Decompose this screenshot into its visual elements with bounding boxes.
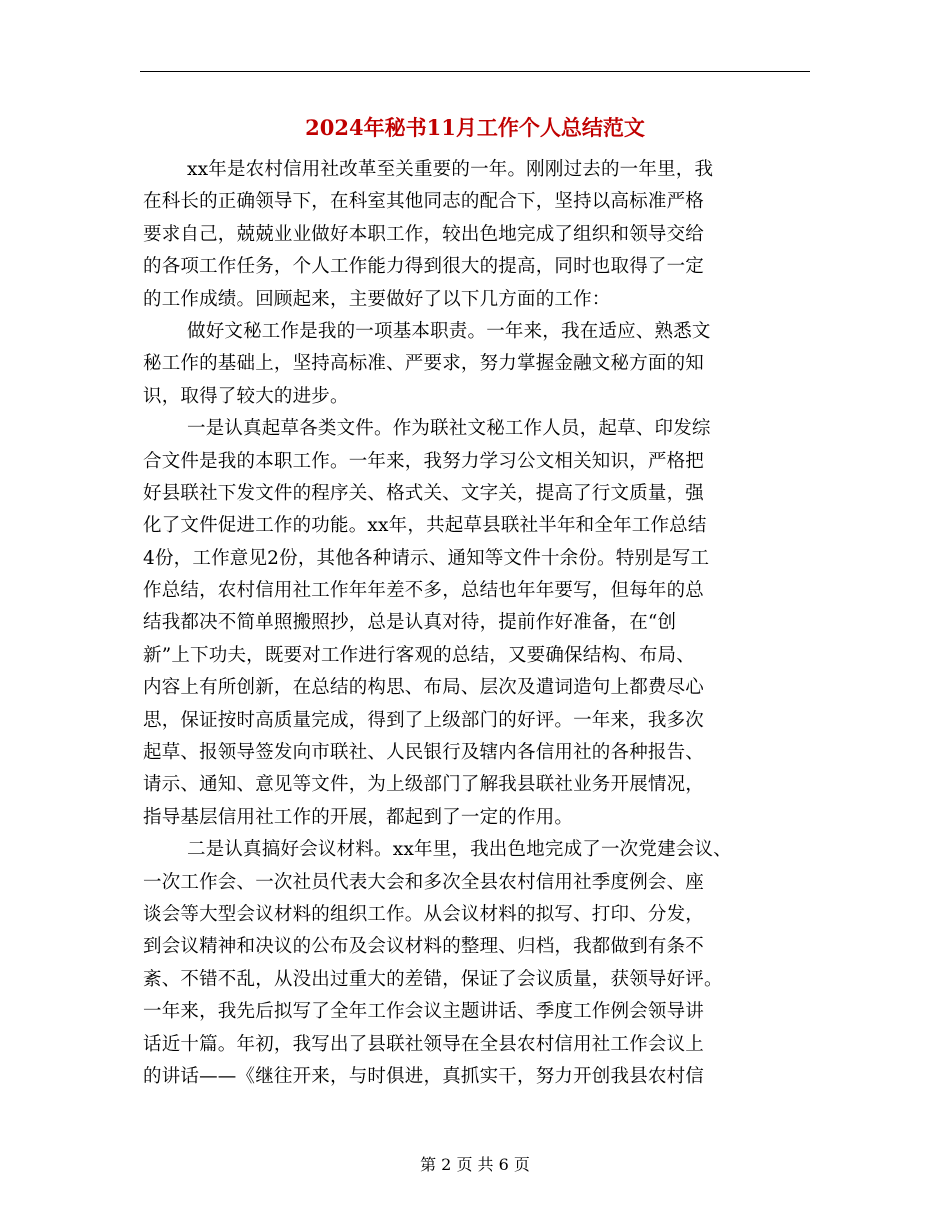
text-line: 合文件是我的本职工作。一年来，我努力学习公文相关知识，严格把 [143, 450, 705, 472]
document-title: 2024年秘书11月工作个人总结范文 [305, 115, 645, 140]
page-number-footer: 第 2 页 共 6 页 [420, 1155, 530, 1174]
text-line: xx年是农村信用社改革至关重要的一年。刚刚过去的一年里，我 [187, 159, 714, 180]
text-line: 话近十篇。年初，我写出了县联社领导在全县农村信用社工作会议上 [143, 1033, 705, 1055]
text-line: 秘工作的基础上，坚持高标准、严要求，努力掌握金融文秘方面的知 [143, 353, 705, 375]
document-body [143, 154, 813, 1093]
text-line: 一是认真起草各类文件。作为联社文秘工作人员，起草、印发综 [187, 418, 711, 440]
text-line: 的各项工作任务，个人工作能力得到很大的提高，同时也取得了一定 [143, 256, 705, 278]
text-line: 一年来，我先后拟写了全年工作会议主题讲话、季度工作例会领导讲 [143, 1001, 705, 1023]
text-line: 识，取得了较大的进步。 [143, 385, 349, 407]
text-line: 起草、报领导签发向市联社、人民银行及辖内各信用社的各种报告、 [143, 742, 705, 764]
text-line: 结我都决不简单照搬照抄，总是认真对待，提前作好准备，在“创 [143, 612, 677, 634]
text-line: 二是认真搞好会议材料。xx年里，我出色地完成了一次党建会议、 [187, 839, 732, 861]
text-line: 紊、不错不乱，从没出过重大的差错，保证了会议质量，获领导好评。 [143, 968, 723, 990]
text-line: 在科长的正确领导下，在科室其他同志的配合下，坚持以高标准严格 [143, 191, 705, 213]
text-line: 指导基层信用社工作的开展，都起到了一定的作用。 [143, 806, 574, 828]
text-line: 的讲话——《继往开来，与时俱进，真抓实干，努力开创我县农村信 [143, 1065, 705, 1087]
text-line: 新”上下功夫，既要对工作进行客观的总结，又要确保结构、布局、 [143, 644, 695, 666]
text-line: 请示、通知、意见等文件，为上级部门了解我县联社业务开展情况， [143, 774, 705, 796]
text-line: 好县联社下发文件的程序关、格式关、文字关，提高了行文质量，强 [143, 482, 705, 504]
text-line: 要求自己，兢兢业业做好本职工作，较出色地完成了组织和领导交给 [143, 223, 705, 245]
text-line: 做好文秘工作是我的一项基本职责。一年来，我在适应、熟悉文 [187, 320, 711, 342]
text-line: 思，保证按时高质量完成，得到了上级部门的好评。一年来，我多次 [143, 709, 705, 731]
text-line: 谈会等大型会议材料的组织工作。从会议材料的拟写、打印、分发， [143, 903, 705, 925]
text-line: 化了文件促进工作的功能。xx年，共起草县联社半年和全年工作总结 [143, 515, 707, 537]
text-line: 一次工作会、一次社员代表大会和多次全县农村信用社季度例会、座 [143, 871, 705, 893]
text-line: 4份，工作意见2份，其他各种请示、通知等文件十余份。特别是写工 [143, 547, 710, 569]
header-rule [140, 71, 810, 72]
text-line: 内容上有所创新，在总结的构思、布局、层次及遣词造句上都费尽心 [143, 677, 705, 699]
text-line: 到会议精神和决议的公布及会议材料的整理、归档，我都做到有条不 [143, 936, 705, 958]
text-line: 作总结，农村信用社工作年年差不多，总结也年年要写，但每年的总 [143, 580, 705, 602]
text-line: 的工作成绩。回顾起来，主要做好了以下几方面的工作： [143, 288, 611, 310]
